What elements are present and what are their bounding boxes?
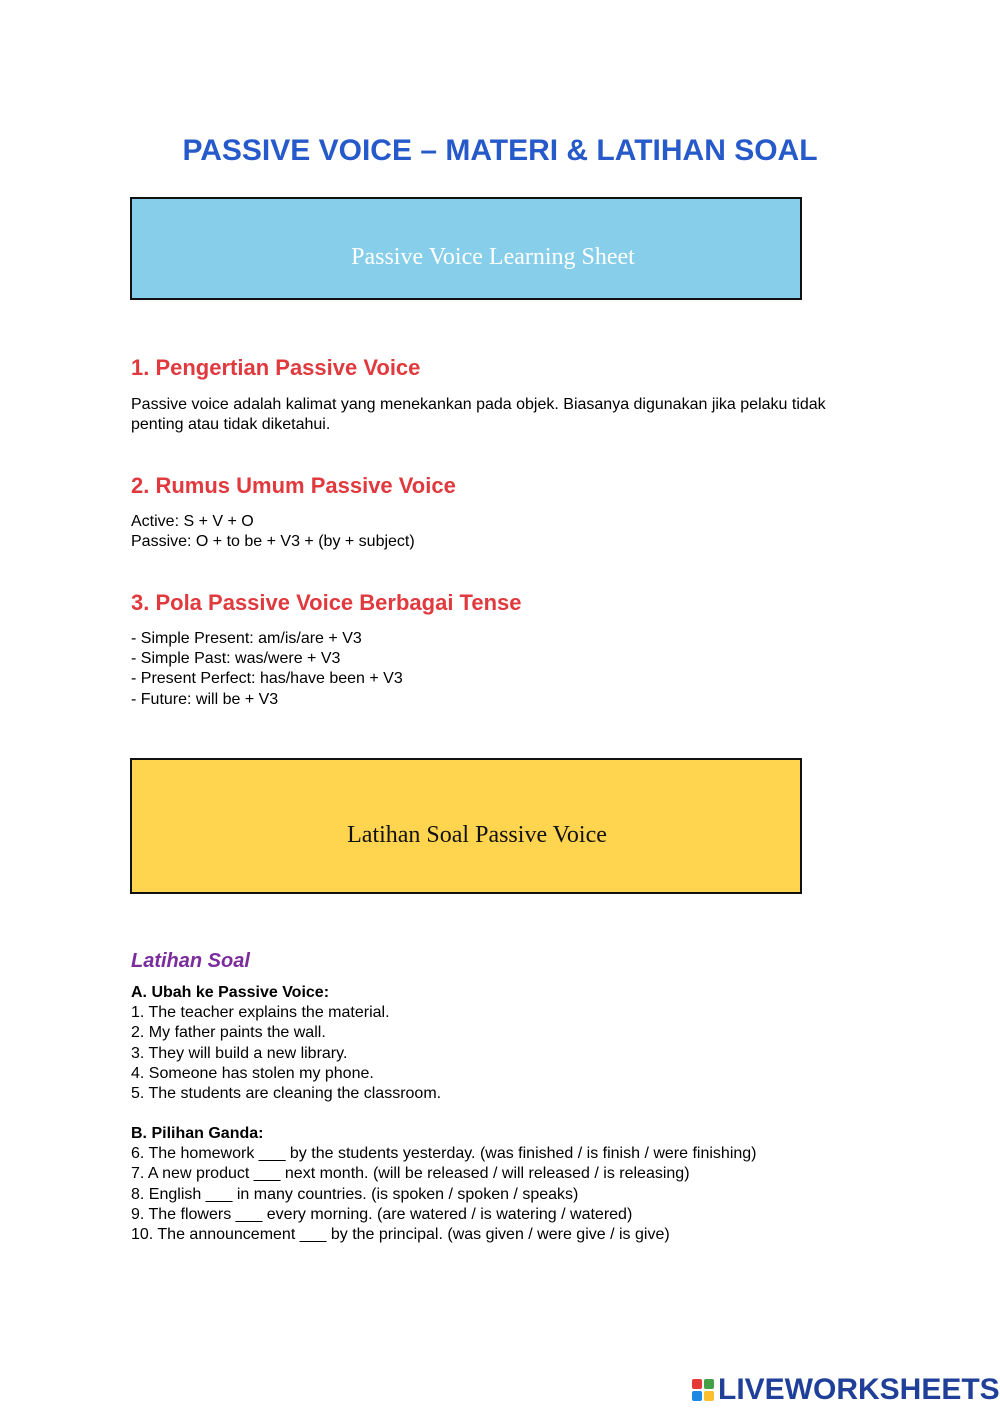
liveworksheets-logo	[692, 1372, 1000, 1408]
page-title: PASSIVE VOICE – MATERI & LATIHAN SOAL	[182, 134, 818, 167]
section-heading-pola: 3. Pola Passive Voice Berbagai Tense	[131, 590, 522, 615]
liveworksheets-logo-text: LIVEWORKSHEETS	[718, 1373, 1000, 1406]
exercise-item: 3. They will build a new library.	[131, 1044, 348, 1062]
logo-square-green	[704, 1379, 714, 1389]
section-heading-rumus: 2. Rumus Umum Passive Voice	[131, 473, 456, 498]
latihan-heading: Latihan Soal	[131, 950, 250, 972]
pengertian-line: penting atau tidak diketahui.	[131, 416, 331, 434]
exercise-item: 10. The announcement ___ by the principal. (was given / were give / is give)	[131, 1226, 670, 1244]
pola-list	[131, 629, 891, 710]
pola-item: - Simple Present: am/is/are + V3	[131, 630, 362, 647]
liveworksheets-logo-icon	[692, 1379, 714, 1401]
part-a-list	[131, 983, 891, 1104]
logo-square-red	[692, 1379, 702, 1389]
rumus-line-active: Active: S + V + O	[131, 513, 254, 530]
part-b-list	[131, 1124, 891, 1245]
pengertian-paragraph	[131, 395, 891, 435]
part-b-heading: B. Pilihan Ganda:	[131, 1125, 264, 1142]
logo-square-yellow	[704, 1391, 714, 1401]
exercise-item: 6. The homework ___ by the students yesterday. (was finished / is finish / were finishing)	[131, 1145, 757, 1163]
logo-square-blue	[692, 1391, 702, 1401]
exercise-item: 9. The flowers ___ every morning. (are watered / is watering / watered)	[131, 1205, 633, 1223]
latihan-soal-banner-text: Latihan Soal Passive Voice	[347, 821, 607, 848]
pola-item: - Future: will be + V3	[131, 690, 279, 708]
learning-sheet-banner-text: Passive Voice Learning Sheet	[351, 244, 635, 270]
exercise-item: 4. Someone has stolen my phone.	[131, 1064, 374, 1082]
exercise-item: 1. The teacher explains the material.	[131, 1004, 390, 1022]
latihan-soal-banner	[130, 758, 802, 894]
rumus-line-passive: Passive: O + to be + V3 + (by + subject)	[131, 533, 415, 551]
rumus-paragraph	[131, 512, 891, 552]
section-heading-pengertian: 1. Pengertian Passive Voice	[131, 355, 421, 380]
pola-item: - Present Perfect: has/have been + V3	[131, 670, 403, 688]
exercise-item: 5. The students are cleaning the classroom.	[131, 1085, 442, 1103]
learning-sheet-banner	[130, 197, 802, 300]
part-a-heading: A. Ubah ke Passive Voice:	[131, 984, 330, 1001]
exercise-item: 2. My father paints the wall.	[131, 1024, 326, 1042]
exercise-item: 8. English ___ in many countries. (is spoken / spoken / speaks)	[131, 1185, 579, 1203]
exercise-item: 7. A new product ___ next month. (will be released / will released / is releasing)	[131, 1165, 690, 1183]
pola-item: - Simple Past: was/were + V3	[131, 650, 341, 668]
pengertian-line: Passive voice adalah kalimat yang menekankan pada objek. Biasanya digunakan jika pelaku tidak	[131, 396, 826, 413]
